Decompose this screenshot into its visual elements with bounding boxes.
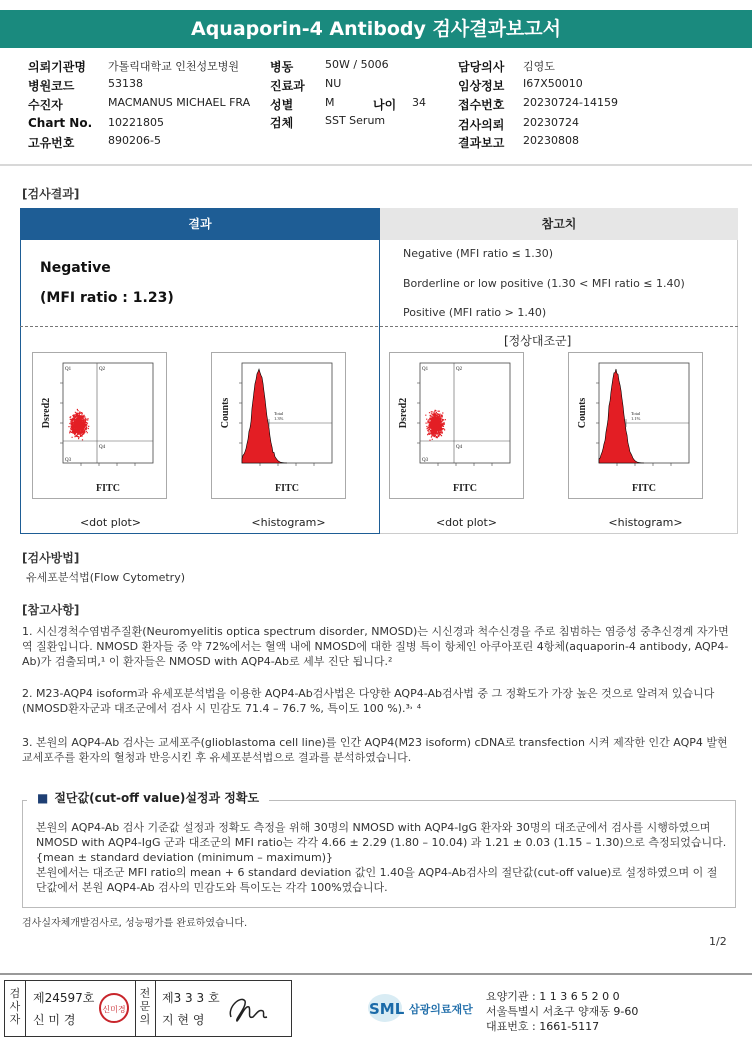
lab-phone: 대표번호 : 1661-5117 [486,1020,600,1033]
patient-label: 수진자 [28,98,63,112]
chart-label: Chart No. [28,116,93,130]
footer-divider [0,973,752,975]
ward-value: 50W / 5006 [325,58,389,71]
unique-value: 890206-5 [108,134,161,147]
patient-info [0,52,752,162]
clinical-value: I67X50010 [523,77,583,90]
clinical-label: 임상정보 [458,79,505,93]
ref-borderline: Borderline or low positive (1.30 < MFI ratio ≤ 1.40) [403,277,685,290]
y-axis-label: Counts [577,397,588,429]
sex-label: 성별 [270,98,294,112]
doctor-number: 제3 3 3 호 [162,991,220,1005]
cutoff-text [36,820,728,895]
square-bullet-icon: ■ [37,791,49,805]
signature-icon [223,989,273,1029]
notes-section-title: [참고사항] [22,603,80,617]
gate-value: 1.1% [631,416,641,421]
quadrant-q3: Q3 [422,458,429,463]
results-section-title: [검사결과] [22,187,80,201]
age-label: 나이 [373,98,397,112]
cutoff-title [27,789,269,806]
note-2: 2. M23-AQP4 isoform과 유세포분석법을 이용한 AQP4-Ab검사법은 다양한 AQP4-Ab검사법 중 그 정확도가 가장 높은 것으로 알려져 있습니다(NMOSD환자군과 대조군에서 검사 시 민감도 71.4 – 76.7 %, 특이도 100 %).³˒ ⁴ [22,687,715,715]
quadrant-q2: Q2 [456,367,463,372]
quadrant-q1: Q1 [422,367,429,372]
control-dot-plot [389,352,524,499]
doctor-vertical-label: 전문의 [139,987,151,1026]
quadrant-q3: Q3 [65,458,72,463]
note-1: 1. 시신경척수염범주질환(Neuromyelitis optica spectrum disorder, NMOSD)는 시신경과 척수신경을 주로 침범하는 염증성 중추신경계 자가면역 질환입니다. NMOSD 환자들 중 약 72%에서는 혈액 내에 NMOSD에 대한 질병 특이 항체인 아쿠아포린 4항체(aquaporin-4 antibody, AQP4-Ab)가 검출되며,¹ 이 환자들은 NMOSD with AQP4-Ab로 세부 진단 됩니다.² [22,625,729,668]
chart-value: 10221805 [108,116,164,129]
institution-label: 의뢰기관명 [28,60,86,74]
report-label: 결과보고 [458,136,505,150]
tester-name: 신 미 경 [33,1013,76,1027]
dept-label: 진료과 [270,79,305,93]
age-value: 34 [412,96,426,109]
specimen-label: 검체 [270,116,294,130]
gate-label: Total [274,411,284,416]
plot-canvas [212,353,345,498]
mfi-ratio: (MFI ratio : 1.23) [40,290,174,306]
lab-address: 서울특별시 서초구 양재동 9-60 [486,1005,639,1018]
hospital-code-label: 병원코드 [28,79,75,93]
x-axis-label: FITC [96,483,120,494]
result-value: Negative [40,260,111,276]
divider [25,981,26,1036]
gate-label: Total [631,411,641,416]
dot-cloud [68,410,89,440]
sex-value: M [325,96,335,109]
request-label: 검사의뢰 [458,118,505,132]
institution-value: 가톨릭대학교 인천성모병원 [108,60,240,73]
x-axis-label: FITC [453,483,477,494]
tester-stamp: 신미경 [102,1005,126,1014]
patient-histogram [211,352,346,499]
y-axis-label: Counts [220,397,231,429]
doctor-name: 지 현 영 [162,1013,205,1027]
ref-negative: Negative (MFI ratio ≤ 1.30) [403,247,554,260]
plot-caption: <dot plot> [79,516,142,529]
sml-logo-icon [367,988,479,1028]
ref-positive: Positive (MFI ratio > 1.40) [403,306,547,319]
plot-canvas [33,353,166,498]
plot-caption: <histogram> [251,516,326,529]
cutoff-paragraph-1: 본원의 AQP4-Ab 검사 기준값 설정과 정확도 측정을 위해 30명의 NMOSD with AQP4-IgG 환자와 30명의 대조군에서 검사를 시행하였으며 NMOSD with AQP4-IgG 군과 대조군의 MFI ratio는 각각 4.66 ± 2.29 (1.80 – 10.04) 과 1.21 ± 0.03 (1.15 – 1.30)으로 측정되었습니다. {mean ± standard deviation (minimum – maximum)} [36,821,727,864]
tester-number: 제24597호 [33,991,95,1005]
cutoff-title-text: 절단값(cut-off value)설정과 정확도 [54,791,260,805]
divider [135,981,136,1036]
request-value: 20230724 [523,116,579,129]
control-title: [정상대조군] [504,334,572,348]
divider [0,164,752,166]
company-name: 삼광의료재단 [409,1003,473,1016]
y-axis-label: Dsred2 [41,397,52,429]
hospital-code-value: 53138 [108,77,143,90]
method-text: 유세포분석법(Flow Cytometry) [26,571,186,584]
report-title: Aquaporin-4 Antibody 검사결과보고서 [0,10,752,48]
dashed-divider [20,326,738,327]
lab-code: 요양기관 : 1 1 3 6 5 2 0 0 [486,990,620,1003]
page-number: 1/2 [709,935,727,948]
divider [155,981,156,1036]
unique-label: 고유번호 [28,136,75,150]
x-axis-label: FITC [275,483,299,494]
logo-text: SML [369,1000,405,1018]
method-section-title: [검사방법] [22,551,80,565]
result-header: 결과 [20,208,380,240]
dot-cloud [425,410,446,440]
signature-box [4,980,292,1037]
plot-caption: <histogram> [608,516,683,529]
plot-canvas [390,353,523,498]
patient-value: MACMANUS MICHAEL FRA [108,96,251,109]
tester-vertical-label: 검사자 [9,987,21,1026]
plot-caption: <dot plot> [435,516,498,529]
plot-canvas [569,353,702,498]
doctor-label: 담당의사 [458,60,505,74]
cutoff-paragraph-2: 본원에서는 대조군 MFI ratio의 mean + 6 standard deviation 값인 1.40을 AQP4-Ab검사의 절단값(cut-off value)로 설정하였으며 이 절단값에서 본원 AQP4-Ab 검사의 민감도와 특이도는 각각 100%였습니다. [36,866,718,894]
reference-header: 참고치 [380,208,738,240]
control-histogram [568,352,703,499]
plot-axes [420,363,510,463]
ward-label: 병동 [270,60,294,74]
quadrant-q2: Q2 [99,367,106,372]
quadrant-q4: Q4 [99,445,106,450]
x-axis-label: FITC [632,483,656,494]
y-axis-label: Dsred2 [398,397,409,429]
quadrant-q1: Q1 [65,367,72,372]
seal-stamp-icon [97,991,131,1025]
footer-note: 검사실자체개발검사로, 성능평가를 완료하였습니다. [22,918,248,929]
doctor-value: 김영도 [523,60,555,73]
specimen-value: SST Serum [325,114,386,127]
quadrant-q4: Q4 [456,445,463,450]
dept-value: NU [325,77,342,90]
report-value: 20230808 [523,134,579,147]
note-3: 3. 본원의 AQP4-Ab 검사는 교세포주(glioblastoma cell line)를 인간 AQP4(M23 isoform) cDNA로 transfection 시켜 제작한 인간 AQP4 발현 교세포주를 환자의 혈청과 반응시킨 후 유세포분석법으로 결과를 분석하였습니다. [22,736,728,764]
receipt-value: 20230724-14159 [523,96,618,109]
receipt-label: 접수번호 [458,98,505,112]
gate-value: 1.3% [274,416,284,421]
patient-dot-plot [32,352,167,499]
